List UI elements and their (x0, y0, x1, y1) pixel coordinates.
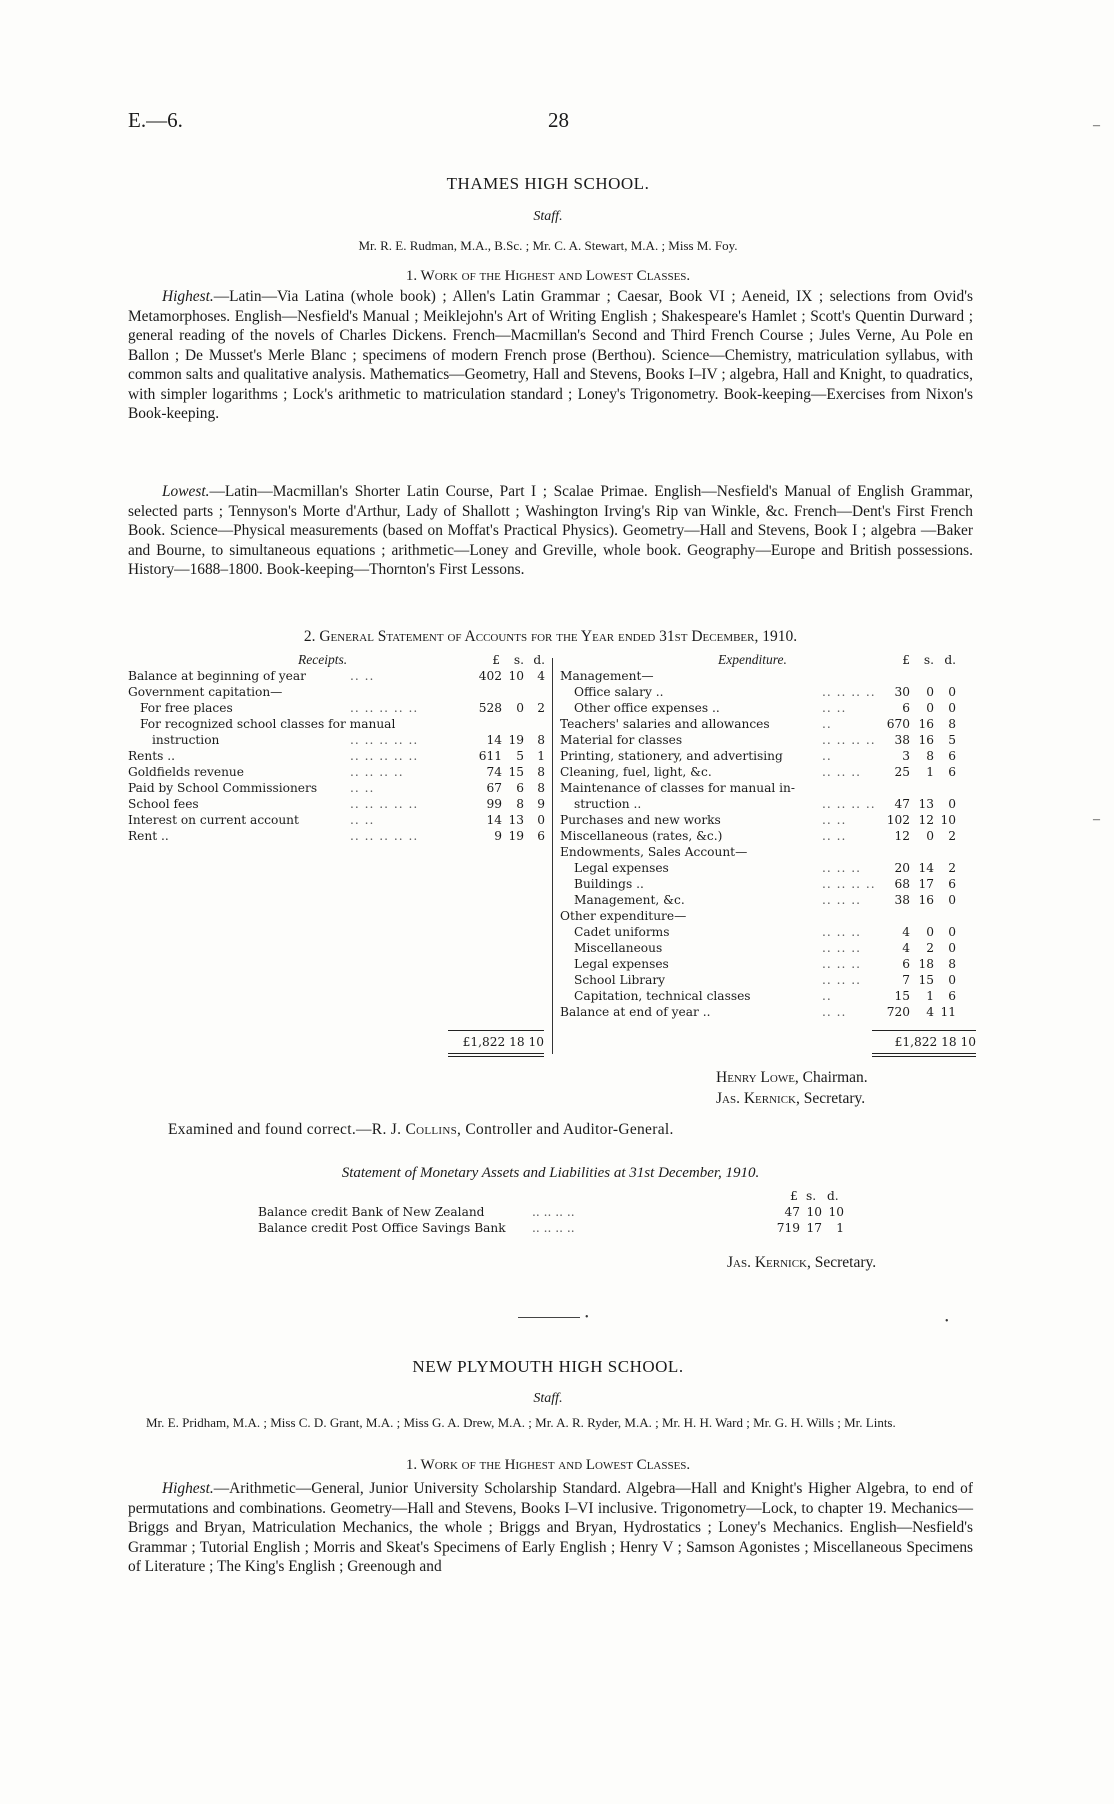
account-row (560, 1004, 980, 1020)
row-label: Balance credit Bank of New Zealand (258, 1205, 485, 1219)
leader-dots: .. .. .. (822, 765, 861, 779)
pounds-heading: £ (790, 1189, 798, 1203)
signatory-chairman (716, 1069, 868, 1087)
account-row (560, 972, 980, 988)
pounds-value: 99 (486, 797, 502, 811)
receipt-rows (128, 668, 556, 844)
pounds-value: 528 (478, 701, 502, 715)
row-label: Interest on current account (128, 813, 299, 827)
pence-value: 9 (537, 797, 545, 811)
shillings-value: 19 (508, 733, 524, 747)
page-number: 28 (548, 108, 569, 132)
row-label: School Library (574, 973, 666, 987)
pence-value: 0 (948, 685, 956, 699)
leader-dots: .. .. (350, 669, 375, 683)
row-label: Printing, stationery, and advertising (560, 749, 783, 763)
section-title-thames: THAMES HIGH SCHOOL. (446, 174, 650, 193)
work-heading: 1. Work of the Highest and Lowest Classes. (405, 268, 691, 284)
leader-dots: .. .. .. (822, 973, 861, 987)
pounds-value: 47 (894, 797, 910, 811)
pence-value: 11 (940, 1005, 956, 1019)
signatory-role: , Secretary. (795, 1090, 866, 1107)
pounds-value: 68 (894, 877, 910, 891)
margin-mark: – (1093, 118, 1100, 133)
row-label: Teachers' salaries and allowances (560, 717, 770, 731)
leader-dots: .. .. .. .. (532, 1205, 575, 1219)
shillings-value: 17 (918, 877, 934, 891)
account-row (560, 956, 980, 972)
section-title-new-plymouth: NEW PLYMOUTH HIGH SCHOOL. (412, 1357, 684, 1376)
pounds-value: 67 (486, 781, 502, 795)
row-label: Legal expenses (574, 861, 669, 875)
asset-row (258, 1204, 858, 1220)
shillings-heading: s. (806, 1189, 817, 1203)
account-row (560, 748, 980, 764)
leader-dots: .. .. .. .. (822, 877, 876, 891)
leader-dots: .. .. (350, 813, 375, 827)
leader-dots: .. .. (822, 701, 847, 715)
pence-value: 8 (948, 717, 956, 731)
row-label: Goldfields revenue (128, 765, 244, 779)
expenditure-heading: Expenditure. (718, 652, 787, 667)
receipts-header-row (128, 652, 556, 668)
shillings-value: 17 (806, 1221, 822, 1235)
row-label: For recognized school classes for manual (140, 717, 396, 731)
row-label: Rents .. (128, 749, 176, 763)
pence-value: 8 (537, 781, 545, 795)
leader-dots: .. .. .. (822, 957, 861, 971)
row-label: Miscellaneous (574, 941, 663, 955)
shillings-value: 2 (926, 941, 934, 955)
account-row (128, 732, 556, 748)
account-row (560, 780, 980, 796)
row-label: Rent .. (128, 829, 169, 843)
row-label: Maintenance of classes for manual in- (560, 781, 796, 795)
pounds-value: 14 (486, 733, 502, 747)
staff-heading: Staff. (533, 1391, 563, 1406)
shillings-value: 12 (918, 813, 934, 827)
row-label: Management— (560, 669, 654, 683)
account-row (560, 844, 980, 860)
lowest-label: Lowest. (162, 483, 210, 500)
shillings-value: 15 (508, 765, 524, 779)
highest-class-paragraph (128, 287, 973, 424)
account-row (560, 732, 980, 748)
pence-value: 2 (948, 829, 956, 843)
account-row (560, 812, 980, 828)
shillings-heading: s. (513, 653, 524, 667)
account-row (560, 700, 980, 716)
shillings-value: 1 (926, 765, 934, 779)
pence-value: 4 (537, 669, 545, 683)
row-label: Capitation, technical classes (574, 989, 751, 1003)
row-label: Office salary .. (574, 685, 664, 699)
assets-currency-header (258, 1188, 858, 1204)
shillings-value: 13 (918, 797, 934, 811)
expenditure-rows (560, 668, 980, 1020)
signatory-name: Henry Lowe (716, 1069, 795, 1086)
pounds-value: 30 (894, 685, 910, 699)
staff-heading: Staff. (533, 209, 563, 224)
account-row (560, 860, 980, 876)
expenditure-total-double-rule (872, 1053, 976, 1054)
row-label: Legal expenses (574, 957, 669, 971)
receipts-heading: Receipts. (298, 652, 348, 667)
account-row (560, 876, 980, 892)
pence-value: 6 (948, 989, 956, 1003)
account-row (560, 988, 980, 1004)
pounds-value: 20 (894, 861, 910, 875)
shillings-value: 16 (918, 717, 934, 731)
shillings-value: 10 (508, 669, 524, 683)
pence-value: 6 (537, 829, 545, 843)
row-label: Other office expenses .. (574, 701, 720, 715)
pence-value: 0 (948, 941, 956, 955)
row-label: School fees (128, 797, 199, 811)
account-row (128, 700, 556, 716)
account-row (560, 796, 980, 812)
row-label: Government capitation— (128, 685, 283, 699)
shillings-value: 19 (508, 829, 524, 843)
pence-heading: d. (533, 653, 545, 667)
leader-dots: .. .. .. .. (532, 1221, 575, 1235)
row-label: For free places (140, 701, 233, 715)
row-label: Buildings .. (574, 877, 644, 891)
row-label: Material for classes (560, 733, 683, 747)
pounds-value: 14 (486, 813, 502, 827)
leader-dots: .. .. (350, 781, 375, 795)
pounds-value: 102 (886, 813, 910, 827)
pence-value: 8 (948, 957, 956, 971)
pounds-value: 719 (776, 1221, 800, 1235)
pounds-value: 74 (486, 765, 502, 779)
account-row (560, 908, 980, 924)
account-row (560, 924, 980, 940)
pounds-value: 12 (894, 829, 910, 843)
pence-value: 8 (537, 765, 545, 779)
audit-suffix: , Controller and Auditor-General. (457, 1121, 674, 1138)
shillings-value: 16 (918, 733, 934, 747)
shillings-value: 8 (516, 797, 524, 811)
pounds-heading: £ (492, 653, 500, 667)
leader-dots: .. .. .. (822, 925, 861, 939)
pence-value: 0 (948, 925, 956, 939)
leader-dots: .. .. (822, 813, 847, 827)
expenditure-header-row (560, 652, 980, 668)
lowest-text: —Latin—Macmillan's Shorter Latin Course, Part I ; Scalae Primae. English—Nesfield's Manual of English Grammar, selected parts ; Tennyson's Morte d'Arthur, Lady of Shallott ; Washington Irving's Rip van Winkle, &c. French—Dent's First French Book. Science—Physical measurements (based on Moffat's Practical Physics). Geometry—Hall and Stevens, Book I ; algebra —Baker and Bourne, to simultaneous equations ; arithmetic—Loney and Greville, whole book. Geography—Europe and British possessions. History—1688–1800. Book-keeping—Thornton's First Lessons. (128, 483, 973, 578)
shillings-value: 1 (926, 989, 934, 1003)
assets-signatory (727, 1254, 876, 1272)
pounds-value: 47 (784, 1205, 800, 1219)
account-row (128, 764, 556, 780)
audit-statement (168, 1121, 674, 1139)
leader-dots: .. .. .. (822, 861, 861, 875)
pence-value: 10 (940, 813, 956, 827)
pence-heading: d. (827, 1189, 839, 1203)
leader-dots: .. .. .. .. .. (350, 797, 419, 811)
pence-heading: d. (944, 653, 956, 667)
shillings-value: 16 (918, 893, 934, 907)
pounds-value: 6 (902, 701, 910, 715)
pounds-value: 15 (894, 989, 910, 1003)
pounds-value: 3 (902, 749, 910, 763)
pence-value: 6 (948, 749, 956, 763)
receipts-table (128, 652, 556, 1062)
pounds-value: 402 (478, 669, 502, 683)
receipts-total: £1,822 18 10 (462, 1035, 544, 1049)
leader-dots: .. .. .. .. (350, 765, 404, 779)
shillings-heading: s. (923, 653, 934, 667)
pounds-value: 9 (494, 829, 502, 843)
expenditure-total-double-rule (872, 1056, 976, 1057)
leader-dots: .. .. (822, 1005, 847, 1019)
row-label: Other expenditure— (560, 909, 687, 923)
pounds-value: 4 (902, 925, 910, 939)
row-label: Paid by School Commissioners (128, 781, 318, 795)
shillings-value: 15 (918, 973, 934, 987)
shillings-value: 0 (926, 701, 934, 715)
leader-dots: .. (822, 717, 832, 731)
pence-value: 0 (948, 701, 956, 715)
pence-value: 0 (948, 973, 956, 987)
row-label: struction .. (574, 797, 642, 811)
receipts-total-double-rule (448, 1056, 544, 1057)
pounds-value: 720 (886, 1005, 910, 1019)
pounds-value: 25 (894, 765, 910, 779)
pounds-value: 6 (902, 957, 910, 971)
row-label: Cleaning, fuel, light, &c. (560, 765, 712, 779)
leader-dots: .. .. .. .. (822, 685, 876, 699)
page-header (128, 108, 958, 134)
account-row (128, 812, 556, 828)
pounds-value: 7 (902, 973, 910, 987)
expenditure-table (560, 652, 980, 1062)
shillings-value: 13 (508, 813, 524, 827)
shillings-value: 18 (918, 957, 934, 971)
account-row (560, 892, 980, 908)
pence-value: 0 (537, 813, 545, 827)
leader-dots: .. .. .. .. .. (350, 733, 419, 747)
account-row (128, 684, 556, 700)
row-label: Miscellaneous (rates, &c.) (560, 829, 723, 843)
pounds-heading: £ (902, 653, 910, 667)
section-separator (518, 1317, 580, 1318)
lowest-class-paragraph (128, 482, 973, 580)
asset-row (258, 1220, 858, 1236)
staff-list: Mr. E. Pridham, M.A. ; Miss C. D. Grant, M.A. ; Miss G. A. Drew, M.A. ; Mr. A. R. Ryder, M.A. ; Mr. H. H. Ward ; Mr. G. H. Wills ; Mr. Lints. (146, 1415, 896, 1430)
highest-text: —Latin—Via Latina (whole book) ; Allen's Latin Grammar ; Caesar, Book VI ; Aeneid, IX ; selections from Ovid's Metamorphoses. English—Nesfield's Manual ; Meiklejohn's Art of Writing English ; Shakespeare's Hamlet ; Scott's Quentin Durward ; general reading of the novels of Charles Dickens. French—Macmillan's Second and Third French Course ; Jules Verne, Au Pole en Ballon ; De Musset's Merle Blanc ; specimens of modern French prose (Berthou). Science—Chemistry, matriculation syllabus, with common salts and qualitative analysis. Mathematics—Geometry, Hall and Stevens, Books I–IV ; algebra, Hall and Knight, to quadratics, with simpler logarithms ; Lock's arithmetic to matriculation standard ; Loney's Trigonometry. Book-keeping—Exercises from Nixon's Book-keeping. (128, 288, 973, 422)
assets-statement-title: Statement of Monetary Assets and Liabilities at 31st December, 1910. (341, 1165, 760, 1181)
signatory-name: Jas. Kernick (716, 1090, 796, 1107)
row-label: Balance at beginning of year (128, 669, 306, 683)
shillings-value: 0 (926, 925, 934, 939)
row-label: Balance credit Post Office Savings Bank (258, 1221, 506, 1235)
leader-dots: .. .. .. .. (822, 733, 876, 747)
highest-label: Highest. (162, 288, 214, 305)
row-label: Balance at end of year .. (560, 1005, 711, 1019)
row-label: instruction (152, 733, 220, 747)
pence-value: 5 (948, 733, 956, 747)
row-label: Purchases and new works (560, 813, 721, 827)
leader-dots: .. .. .. .. .. (350, 829, 419, 843)
accounts-title: 2. General Statement of Accounts for the Year ended 31st December, 1910. (303, 628, 798, 645)
assets-table (258, 1204, 858, 1236)
leader-dots: .. .. .. .. .. (350, 701, 419, 715)
account-row (128, 828, 556, 844)
pounds-value: 4 (902, 941, 910, 955)
receipts-total-rule (448, 1030, 544, 1031)
shillings-value: 0 (926, 829, 934, 843)
shillings-value: 6 (516, 781, 524, 795)
account-row (128, 748, 556, 764)
pounds-value: 611 (478, 749, 502, 763)
report-reference: E.—6. (128, 108, 183, 132)
account-row (560, 684, 980, 700)
staff-list: Mr. R. E. Rudman, M.A., B.Sc. ; Mr. C. A. Stewart, M.A. ; Miss M. Foy. (358, 238, 738, 253)
account-row (560, 940, 980, 956)
margin-mark: – (1093, 812, 1100, 827)
account-row (128, 796, 556, 812)
signatory-name: Jas. Kernick (727, 1254, 807, 1271)
shillings-value: 5 (516, 749, 524, 763)
row-label: Management, &c. (574, 893, 685, 907)
pounds-value: 670 (886, 717, 910, 731)
shillings-value: 4 (926, 1005, 934, 1019)
work-heading: 1. Work of the Highest and Lowest Classes. (405, 1457, 691, 1473)
highest-text: —Arithmetic—General, Junior University Scholarship Standard. Algebra—Hall and Knight's Higher Algebra, to end of permutations and combinations. Geometry—Hall and Stevens, Books I–VI inclusive. Trigonometry—Lock, to chapter 19. Mechanics—Briggs and Bryan, Matriculation Mechanics, the whole ; Briggs and Bryan, Hydrostatics ; Loney's Mechanics. English—Nesfield's Grammar ; Tutorial English ; Morris and Skeat's Specimens of Early English ; Henry V ; Samson Agonistes ; Miscellaneous Specimens of Literature ; The King's English ; Greenough and (128, 1480, 973, 1575)
leader-dots: .. .. .. .. (822, 797, 876, 811)
pence-value: 8 (537, 733, 545, 747)
pence-value: 0 (948, 893, 956, 907)
pence-value: 0 (948, 797, 956, 811)
leader-dots: .. .. .. (822, 893, 861, 907)
leader-dots: .. .. (822, 829, 847, 843)
account-row (128, 780, 556, 796)
account-row (128, 716, 556, 732)
leader-dots: .. .. .. .. .. (350, 749, 419, 763)
account-row (560, 764, 980, 780)
leader-dots: .. (822, 989, 832, 1003)
account-row (560, 828, 980, 844)
pounds-value: 38 (894, 733, 910, 747)
expenditure-total: £1,822 18 10 (894, 1035, 976, 1049)
signatory-role: , Secretary. (806, 1254, 877, 1271)
highest-label: Highest. (162, 1480, 214, 1497)
pence-value: 10 (828, 1205, 844, 1219)
audit-prefix: Examined and found correct.—R. J. (168, 1121, 406, 1138)
column-divider (552, 658, 553, 1054)
row-label: Endowments, Sales Account— (560, 845, 748, 859)
pence-value: 1 (537, 749, 545, 763)
pence-value: 1 (836, 1221, 844, 1235)
margin-dot: • (945, 1316, 949, 1327)
leader-dots: .. (822, 749, 832, 763)
pence-value: 6 (948, 877, 956, 891)
pence-value: 2 (537, 701, 545, 715)
row-label: Cadet uniforms (574, 925, 670, 939)
pence-value: 2 (948, 861, 956, 875)
shillings-value: 0 (516, 701, 524, 715)
account-row (128, 668, 556, 684)
shillings-value: 0 (926, 685, 934, 699)
signatory-secretary (716, 1090, 865, 1108)
shillings-value: 8 (926, 749, 934, 763)
auditor-name: Collins (405, 1121, 458, 1138)
account-row (560, 716, 980, 732)
separator-dot: • (585, 1312, 589, 1323)
expenditure-total-rule (872, 1030, 976, 1031)
highest-class-paragraph (128, 1479, 973, 1577)
pence-value: 6 (948, 765, 956, 779)
receipts-total-double-rule (448, 1053, 544, 1054)
signatory-role: , Chairman. (794, 1069, 868, 1086)
account-row (560, 668, 980, 684)
shillings-value: 14 (918, 861, 934, 875)
pounds-value: 38 (894, 893, 910, 907)
shillings-value: 10 (806, 1205, 822, 1219)
leader-dots: .. .. .. (822, 941, 861, 955)
